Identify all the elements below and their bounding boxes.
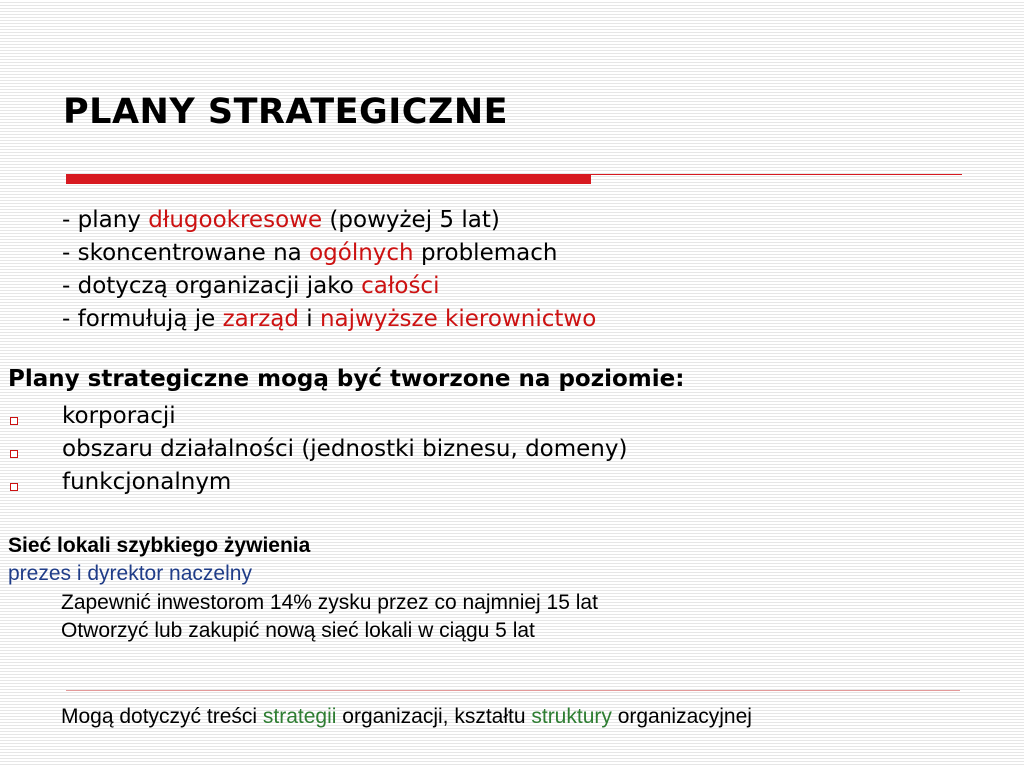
title-underline-thick <box>66 174 591 184</box>
definition-segment: - skoncentrowane na <box>62 240 310 266</box>
definition-segment: i <box>298 306 320 332</box>
definition-segment: - formułują je <box>62 306 223 332</box>
square-bullet-icon <box>10 450 18 458</box>
footer-segment: organizacji, kształtu <box>336 705 532 728</box>
example-subtitle: prezes i dyrektor naczelny <box>8 562 252 585</box>
definition-line <box>62 204 596 237</box>
example-title: Sieć lokali szybkiego żywienia <box>8 534 311 557</box>
square-bullet-icon <box>10 483 18 491</box>
footer-highlight: strategii <box>262 705 337 728</box>
separator-line <box>66 690 960 691</box>
square-bullet-icon <box>10 417 18 425</box>
definition-line <box>62 270 596 303</box>
example-goal: Zapewnić inwestorom 14% zysku przez co najmniej 15 lat <box>61 591 598 614</box>
slide-title: PLANY STRATEGICZNE <box>63 92 509 132</box>
footer-note <box>61 702 752 731</box>
definition-line <box>62 303 596 336</box>
definition-highlight: całości <box>361 273 440 299</box>
levels-list <box>8 400 627 499</box>
list-item <box>8 400 627 433</box>
definition-highlight: zarząd <box>222 306 299 332</box>
definition-segment: problemach <box>413 240 558 266</box>
definition-highlight: ogólnych <box>309 240 414 266</box>
definition-segment: - dotyczą organizacji jako <box>62 273 362 299</box>
list-item-label: obszaru działalności (jednostki biznesu, domeny) <box>62 436 628 462</box>
definition-list <box>62 204 596 336</box>
levels-heading: Plany strategiczne mogą być tworzone na poziomie: <box>8 366 685 392</box>
example-goal: Otworzyć lub zakupić nową sieć lokali w ciągu 5 lat <box>61 619 535 642</box>
footer-highlight: struktury <box>531 705 612 728</box>
definition-segment: - plany <box>62 207 149 233</box>
list-item <box>8 433 627 466</box>
definition-highlight: długookresowe <box>148 207 323 233</box>
list-item <box>8 466 627 499</box>
definition-highlight: najwyższe kierownictwo <box>319 306 597 332</box>
list-item-label: funkcjonalnym <box>62 469 232 495</box>
footer-segment: Mogą dotyczyć treści <box>61 705 263 728</box>
title-underline-thin <box>591 174 962 175</box>
definition-line <box>62 237 596 270</box>
footer-segment: organizacyjnej <box>611 705 752 728</box>
list-item-label: korporacji <box>62 403 176 429</box>
definition-segment: (powyżej 5 lat) <box>322 207 500 233</box>
